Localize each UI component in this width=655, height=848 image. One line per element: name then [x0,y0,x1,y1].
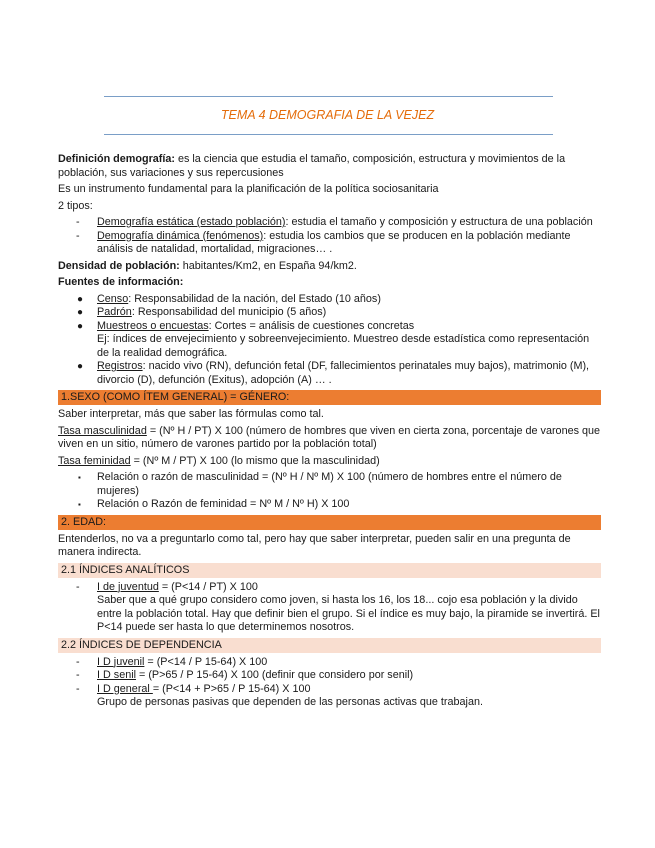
list-item [58,293,601,307]
types-label: 2 tipos: [58,199,93,212]
definition-paragraph [58,153,601,180]
term: Padrón [97,306,132,318]
list-item [58,360,601,387]
masculinity-rate [58,425,601,452]
section-heading-sexo: 1.SEXO (COMO ÍTEM GENERAL) = GÉNERO: [58,390,601,405]
dependency-index-list [58,656,601,710]
term: Demografía estática (estado población) [97,216,286,228]
bullet-marker: ● [77,293,84,305]
ratio-list [58,471,601,512]
term-text: : Responsabilidad de la nación, del Estado (10 años) [128,292,381,305]
section-heading-indices-dependencia: 2.2 ÍNDICES DE DEPENDENCIA [58,638,601,653]
dash-marker: - [76,669,80,681]
list-item [58,669,601,683]
sexo-intro: Saber interpretar, más que saber las fórmulas como tal. [58,408,324,420]
list-item [58,471,601,498]
title-rule-bottom [104,134,553,135]
list-item [58,498,601,512]
bullet-marker: ● [77,361,84,372]
term: Registros [97,360,143,372]
term-text: : estudia los cambios que se producen en la población mediante análisis de natalidad, mortalidad, migraciones… . [97,229,571,255]
types-list [58,216,601,257]
dash-marker: - [76,216,80,228]
analytic-index-list [58,581,601,635]
list-item [58,230,601,257]
density-paragraph [58,260,601,274]
page-title: TEMA 4 DEMOGRAFIA DE LA VEJEZ [220,108,435,122]
term: I D senil [97,669,137,681]
term-text: : Cortes = análisis de cuestiones concretas [208,319,415,332]
term: Censo [97,292,129,305]
femininity-rate [58,455,601,469]
density-label: Densidad de población: [58,259,180,272]
item-text: Relación o razón de masculinidad = (Nº H / Nº M) X 100 (número de hombres entre el número de mujeres) [97,471,562,497]
list-item [58,683,601,710]
sources-label: Fuentes de información: [58,276,184,288]
document-body [58,153,601,710]
title-rule-top [104,96,553,97]
definition-label: Definición demografía: [58,153,175,165]
list-item [58,656,601,670]
square-marker: ▪ [78,473,81,482]
term-text: = (Nº M / PT) X 100 (lo mismo que la masculinidad) [130,454,380,467]
term-extra: Ej: índices de envejecimiento y sobreenvejecimiento. Muestreo desde estadística como representación de la realidad demográfica. [97,333,590,359]
term-extra: Saber que a qué grupo considero como joven, si hasta los 16, los 18... cojo esa población y la divido entre la población total. Hay que definir bien el grupo. Si el índice es muy bajo, la piramide se invertirá. El P<14 puede ser hasta lo que determinemos nosotros. [97,594,600,633]
term: Muestreos o encuestas [97,319,209,332]
term: I D general [97,682,153,695]
term-text: : estudia el tamaño y composición y estructura de una población [285,216,593,228]
list-item [58,306,601,320]
term: I D juvenil [97,655,145,668]
term-text: = (P<14 + P>65 / P 15-64) X 100 [152,682,311,695]
list-item [58,320,601,361]
sources-list [58,293,601,388]
item-text: Relación o Razón de feminidad = Nº M / Nº H) X 100 [97,498,350,510]
dash-marker: - [76,682,80,695]
term-text: = (P>65 / P 15-64) X 100 (definir que considero por senil) [136,669,414,681]
term: Demografía dinámica (fenómenos) [97,229,264,242]
dash-marker: - [76,655,80,668]
term-text: = (P<14 / P 15-64) X 100 [144,655,268,668]
term-text: : Responsabilidad del municipio (5 años) [131,306,327,318]
term: I de juventud [97,580,159,593]
term-text: = (P<14 / PT) X 100 [158,580,258,593]
definition-text: es la ciencia que estudia el tamaño, composición, estructura y movimientos de la población, sus variaciones y sus repercusiones [58,153,566,179]
density-text: habitantes/Km2, en España 94/km2. [179,259,357,272]
dash-marker: - [76,580,80,593]
section-heading-indices-analiticos: 2.1 ÍNDICES ANALÍTICOS [58,563,601,578]
bullet-marker: ● [77,307,84,318]
term: Tasa feminidad [58,454,131,467]
term-text: = (Nº H / PT) X 100 (número de hombres que viven en cierta zona, porcentaje de varones que viven en un sitio, número de varones partido por la población total) [58,424,600,450]
dash-marker: - [76,229,80,242]
section-heading-edad: 2. EDAD: [58,515,601,530]
edad-intro: Entenderlos, no va a preguntarlo como tal, pero hay que saber interpretar, pueden salir en una pregunta de manera indirecta. [58,532,571,558]
bullet-marker: ● [77,320,84,332]
square-marker: ▪ [78,500,81,509]
term: Tasa masculinidad [58,424,147,437]
instrument-paragraph: Es un instrumento fundamental para la planificación de la política sociosanitaria [58,183,439,195]
term-text: : nacido vivo (RN), defunción fetal (DF, fallecimientos perinatales muy bajos), matrimonio (M), divorcio (D), defunción (Exitus), adopción (A) … . [97,360,590,386]
list-item [58,581,601,635]
term-extra: Grupo de personas pasivas que dependen de las personas activas que trabajan. [97,696,483,708]
list-item [58,216,601,230]
